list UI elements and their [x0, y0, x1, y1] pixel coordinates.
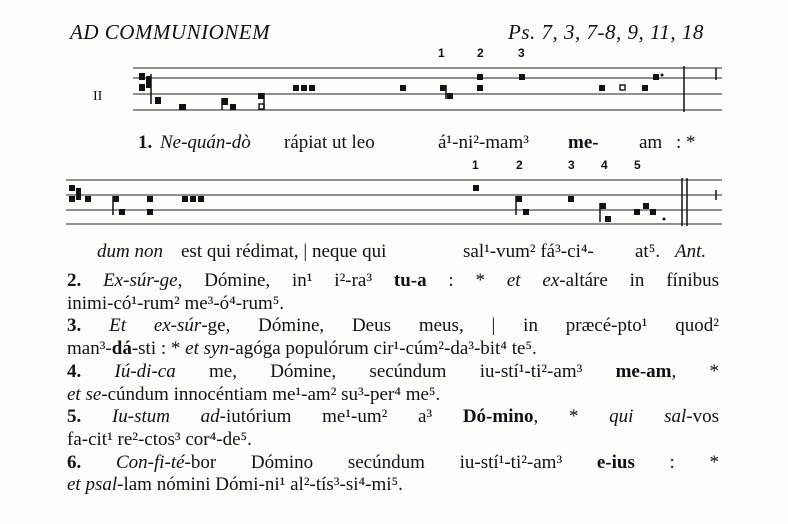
lyric-word: dum non — [97, 241, 163, 262]
verse-line — [67, 429, 719, 451]
melody-number: 4 — [601, 158, 608, 172]
verse-number: 4. — [67, 360, 82, 382]
verse-text: Iú-di-ca me, Dómine, secúndum iu-stí¹-ti²-am³ me-am, * — [114, 360, 719, 382]
verse-line — [67, 361, 719, 383]
verse-text: fa-cit¹ re²-ctos³ cor⁴-de⁵. — [67, 428, 252, 450]
melody-number: 1 — [438, 46, 445, 60]
verse-line — [67, 270, 719, 292]
melody-number: 2 — [477, 46, 484, 60]
verse-line — [67, 315, 719, 337]
music-staff-2 — [0, 0, 788, 240]
verse-number: 1. — [138, 132, 153, 153]
verse-text: Iu-stum ad-iutórium me¹-um² a³ Dó-mino, * qui sal-vos — [111, 406, 720, 428]
melody-number: 3 — [518, 46, 525, 60]
lyric-word: á¹-ni²-mam³ — [438, 132, 529, 153]
verse-line — [67, 406, 719, 428]
verse-number: 3. — [67, 315, 82, 337]
verse-text: man³-dá-sti : * et syn-agóga populórum cir¹-cúm²-da³-bit⁴ te⁵. — [67, 338, 537, 360]
verse-number: 6. — [67, 451, 82, 473]
verse-text: Ex-súr-ge, Dómine, in¹ i²-ra³ tu-a : * et ex-altáre in fínibus — [103, 270, 720, 291]
verse-line — [67, 384, 719, 406]
verse-line — [67, 452, 719, 474]
verse-text: et psal-lam nómini Dómi-ni¹ al²-tís³-si⁴-mi⁵. — [67, 474, 403, 496]
c-clef — [69, 185, 81, 202]
melody-number: 1 — [472, 158, 479, 172]
verse-line — [67, 338, 719, 360]
verse-text: et se-cúndum innocéntiam me¹-am² su³-per⁴ me⁵. — [67, 383, 441, 405]
lyric-word: Ant. — [675, 241, 707, 262]
verse-line — [67, 474, 719, 496]
melody-number: 5 — [634, 158, 641, 172]
lyric-word: rápiat ut leo — [284, 132, 375, 153]
verse-text: Con-fi-té-bor Dómino secúndum iu-stí¹-ti²-am³ e-ius : * — [115, 451, 719, 473]
verse-line — [67, 293, 719, 315]
verse-number: 5. — [67, 406, 82, 428]
verse-number: 2. — [67, 270, 82, 291]
lyric-word: Ne-quán-dò — [160, 132, 251, 153]
neume-notes — [85, 185, 666, 222]
melody-number: 3 — [568, 158, 575, 172]
lyric-word: est qui rédimat, | neque qui — [181, 241, 387, 262]
psalm-reference: Ps. 7, 3, 7-8, 9, 11, 18 — [508, 20, 704, 44]
lyric-word: : * — [676, 132, 696, 153]
lyrics-line-2 — [97, 241, 717, 265]
chant-title: AD COMMUNIONEM — [70, 20, 271, 44]
lyric-word: sal¹-vum² fá³-ci⁴- — [463, 241, 594, 262]
lyric-word: at⁵. — [635, 241, 661, 262]
lyric-word: me- — [568, 132, 599, 153]
mode-number: II — [93, 89, 103, 104]
melody-number: 2 — [516, 158, 523, 172]
verse-text: Et ex-súr-ge, Dómine, Deus meus, | in præcé-pto¹ quod² — [109, 315, 720, 337]
verse-text: inimi-có¹-rum² me³-ó⁴-rum⁵. — [67, 292, 285, 314]
lyric-word: am — [639, 132, 663, 153]
